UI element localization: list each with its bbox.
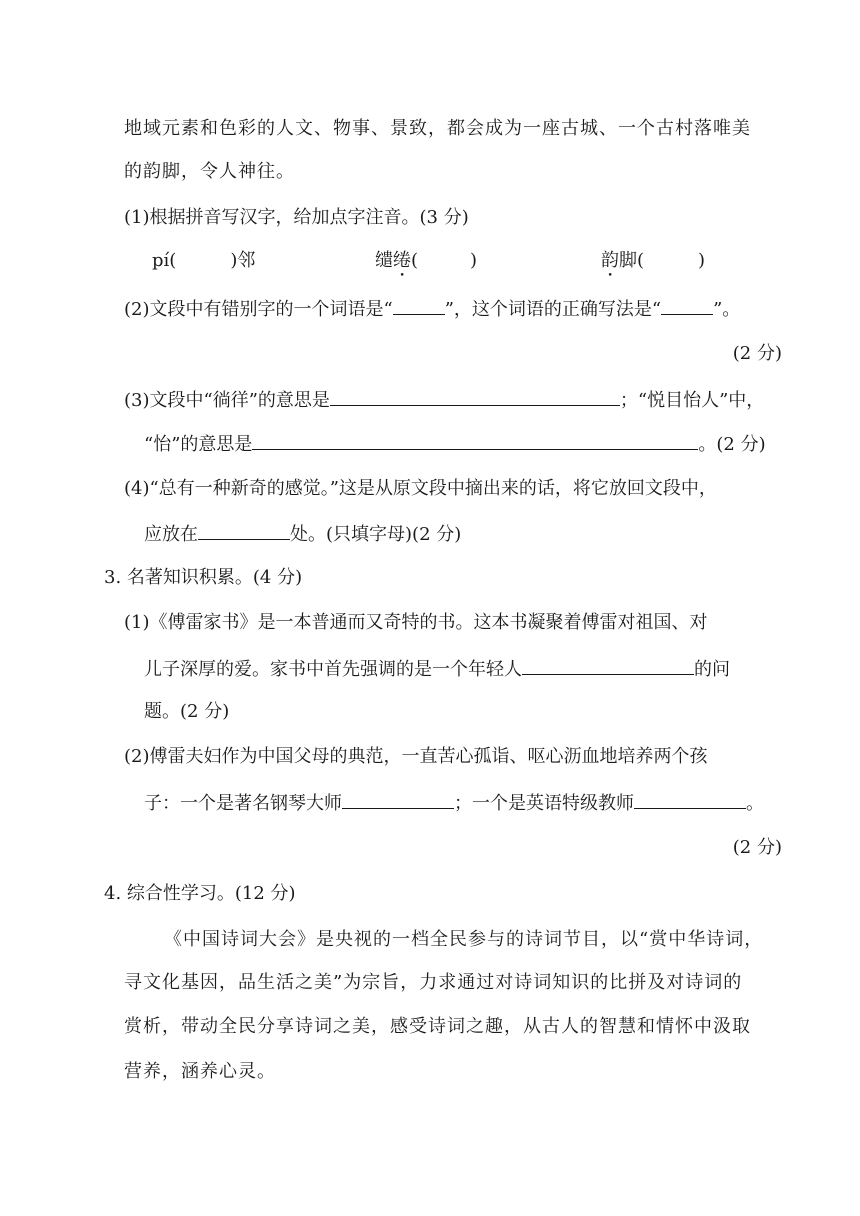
- section-4-title: 4. 综合性学习。(12 分): [104, 883, 296, 904]
- section-3-q1-line-3: 题。(2 分): [144, 701, 230, 722]
- passage-line-2: 的韵脚，令人神往。: [124, 161, 295, 182]
- item-1-pinyin: pí(: [152, 250, 177, 271]
- question-2-text-c: ”。: [713, 299, 741, 320]
- answer-blank-position[interactable]: [198, 521, 290, 540]
- question-3-text-b: ；“悦目怡人”中，: [619, 390, 765, 411]
- question-4-text-a: 应放在: [144, 524, 198, 545]
- section-3-title: 3. 名著知识积累。(4 分): [104, 567, 303, 588]
- question-1-items: [152, 249, 255, 273]
- section-3-q2-text-a: 子：一个是著名钢琴大师: [144, 793, 342, 814]
- item-3: [601, 249, 705, 281]
- answer-blank-correct-word[interactable]: [661, 296, 713, 315]
- section-3-q2-text-c: 。: [746, 793, 764, 814]
- answer-blank-teacher[interactable]: [634, 790, 746, 809]
- section-3-q1-line-1: (1)《傅雷家书》是一本普通而又奇特的书。这本书凝聚着傅雷对祖国、对: [124, 612, 708, 633]
- answer-blank-young-person[interactable]: [522, 656, 694, 675]
- question-4-line-2: [144, 521, 461, 547]
- question-3-line-1: [124, 387, 764, 413]
- answer-blank-wrong-word[interactable]: [393, 296, 445, 315]
- section-4-paragraph-line-1: 《中国诗词大会》是央视的一档全民参与的诗词节目，以“赏中华诗词，: [164, 929, 764, 950]
- passage-line-1: 地域元素和色彩的人文、物事、景致，都会成为一座古城、一个古村落唯美: [124, 118, 751, 139]
- section-3-q1-text-a: 儿子深厚的爱。家书中首先强调的是一个年轻人: [144, 659, 522, 680]
- item-3-plain: 脚(: [619, 250, 645, 271]
- section-3-q2-score: (2 分): [732, 837, 782, 858]
- question-3-text-c: “怡”的意思是: [144, 434, 253, 455]
- section-3-q1-text-b: 的问: [694, 659, 730, 680]
- section-4-paragraph-line-3: 赏析，带动全民分享诗词之美，感受诗词之趣，从古人的智慧和情怀中汲取: [124, 1016, 751, 1037]
- answer-blank-pianist[interactable]: [342, 790, 454, 809]
- section-3-q1-line-2: [144, 656, 730, 682]
- item-2-paren-close: ): [470, 250, 478, 271]
- item-2-plain: 缱: [375, 250, 393, 271]
- question-2-text-b: ”，这个词语的正确写法是“: [444, 299, 662, 320]
- item-2-dotted-char: 绻: [393, 250, 411, 271]
- answer-blank-yi[interactable]: [252, 431, 698, 450]
- question-3-text-d: 。(2 分): [698, 434, 766, 455]
- question-2-score: (2 分): [732, 343, 782, 364]
- section-3-q2-line-2: [144, 790, 764, 816]
- item-3-dotted-char: 韵: [601, 250, 619, 271]
- question-2-text-a: (2)文段中有错别字的一个词语是“: [124, 299, 393, 320]
- section-4-paragraph-line-2: 寻文化基因，品生活之美”为宗旨，力求通过对诗词知识的比拼及对诗词的: [124, 972, 743, 993]
- question-1-stem: (1)根据拼音写汉字，给加点字注音。(3 分): [124, 207, 469, 228]
- question-4-text-b: 处。(只填字母)(2 分): [290, 524, 462, 545]
- answer-blank-changyang[interactable]: [330, 387, 620, 406]
- item-1-tail: )邻: [230, 250, 256, 271]
- item-3-paren-close: ): [698, 250, 706, 271]
- item-2: [375, 249, 477, 281]
- question-3-line-2: [144, 431, 766, 457]
- section-3-q2-text-b: ；一个是英语特级教师: [454, 793, 634, 814]
- section-4-paragraph-line-4: 营养，涵养心灵。: [124, 1061, 276, 1082]
- question-2-stem: [124, 296, 740, 322]
- question-3-text-a: (3)文段中“徜徉”的意思是: [124, 390, 330, 411]
- item-2-paren-open: (: [411, 250, 419, 271]
- section-3-q2-line-1: (2)傅雷夫妇作为中国父母的典范，一直苦心孤诣、呕心沥血地培养两个孩: [124, 746, 708, 767]
- question-4-line-1: (4)“总有一种新奇的感觉。”这是从原文段中摘出来的话，将它放回文段中，: [124, 478, 717, 499]
